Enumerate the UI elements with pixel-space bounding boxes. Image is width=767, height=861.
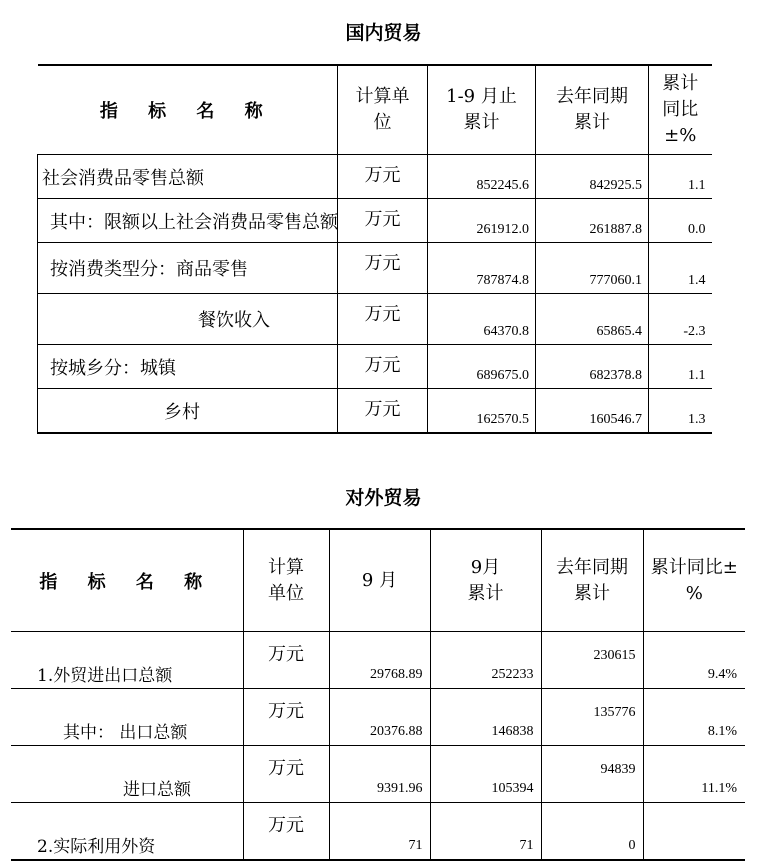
header-yoy: 累计同比±% [649,65,712,155]
row-cumulative: 252233 [430,632,541,689]
header-month: 9 月 [329,529,430,632]
row-unit: 万元 [338,389,428,434]
row-unit: 万元 [338,294,428,345]
row-label: 2.实际利用外资 [11,803,243,861]
table-row [38,155,712,199]
row-yoy: -2.3 [649,294,712,345]
row-month: 9391.96 [329,746,430,803]
table-header-row [11,529,745,632]
row-month: 71 [329,803,430,861]
row-unit: 万元 [243,803,329,861]
header-last-year: 去年同期累计 [541,529,643,632]
row-yoy: 8.1% [643,689,745,746]
row-label: 按城乡分：城镇 [38,345,338,389]
row-unit: 万元 [338,243,428,294]
row-yoy: 1.1 [649,345,712,389]
row-yoy: 11.1% [643,746,745,803]
row-ytd: 64370.8 [428,294,536,345]
row-unit: 万元 [243,746,329,803]
row-label: 1.外贸进出口总额 [11,632,243,689]
row-last-year: 135776 [541,689,643,746]
table-row [11,632,745,689]
row-label: 餐饮收入 [38,294,338,345]
row-unit: 万元 [243,689,329,746]
row-unit: 万元 [338,199,428,243]
header-cumulative: 9月累计 [430,529,541,632]
header-unit: 计算单位 [338,65,428,155]
row-label: 其中：限额以上社会消费品零售总额 [38,199,338,243]
row-ytd: 689675.0 [428,345,536,389]
row-ytd: 852245.6 [428,155,536,199]
row-month: 29768.89 [329,632,430,689]
header-unit: 计算单位 [243,529,329,632]
header-indicator-name: 指 标 名 称 [11,529,243,632]
header-yoy: 累计同比±% [643,529,745,632]
foreign-trade-table [11,528,745,861]
row-last-year: 94839 [541,746,643,803]
domestic-trade-title: 国内贸易 [345,22,422,44]
row-unit: 万元 [243,632,329,689]
row-yoy: 1.4 [649,243,712,294]
row-label: 其中： 出口总额 [11,689,243,746]
row-last-year: 682378.8 [536,345,649,389]
row-month: 20376.88 [329,689,430,746]
table-row [38,199,712,243]
row-unit: 万元 [338,155,428,199]
row-yoy: 1.1 [649,155,712,199]
domestic-trade-table [37,64,712,434]
row-ytd: 787874.8 [428,243,536,294]
table-row [38,243,712,294]
row-ytd: 162570.5 [428,389,536,434]
row-last-year: 230615 [541,632,643,689]
row-yoy [643,803,745,861]
header-indicator-name: 指 标 名 称 [38,65,338,155]
table-row [11,746,745,803]
table-row [11,689,745,746]
header-last-year: 去年同期累计 [536,65,649,155]
foreign-trade-title: 对外贸易 [345,487,422,509]
table-row [38,389,712,434]
row-yoy: 0.0 [649,199,712,243]
row-ytd: 261912.0 [428,199,536,243]
row-cumulative: 146838 [430,689,541,746]
row-label: 进口总额 [11,746,243,803]
row-cumulative: 105394 [430,746,541,803]
row-last-year: 65865.4 [536,294,649,345]
table-row [38,294,712,345]
row-last-year: 842925.5 [536,155,649,199]
row-label: 社会消费品零售总额 [38,155,338,199]
row-yoy: 9.4% [643,632,745,689]
row-label: 按消费类型分：商品零售 [38,243,338,294]
row-last-year: 261887.8 [536,199,649,243]
row-yoy: 1.3 [649,389,712,434]
table-row [38,345,712,389]
header-ytd: 1-9 月止累计 [428,65,536,155]
row-last-year: 777060.1 [536,243,649,294]
row-label: 乡村 [38,389,338,434]
table-header-row [38,65,712,155]
row-last-year: 0 [541,803,643,861]
table-row [11,803,745,861]
row-unit: 万元 [338,345,428,389]
row-last-year: 160546.7 [536,389,649,434]
row-cumulative: 71 [430,803,541,861]
